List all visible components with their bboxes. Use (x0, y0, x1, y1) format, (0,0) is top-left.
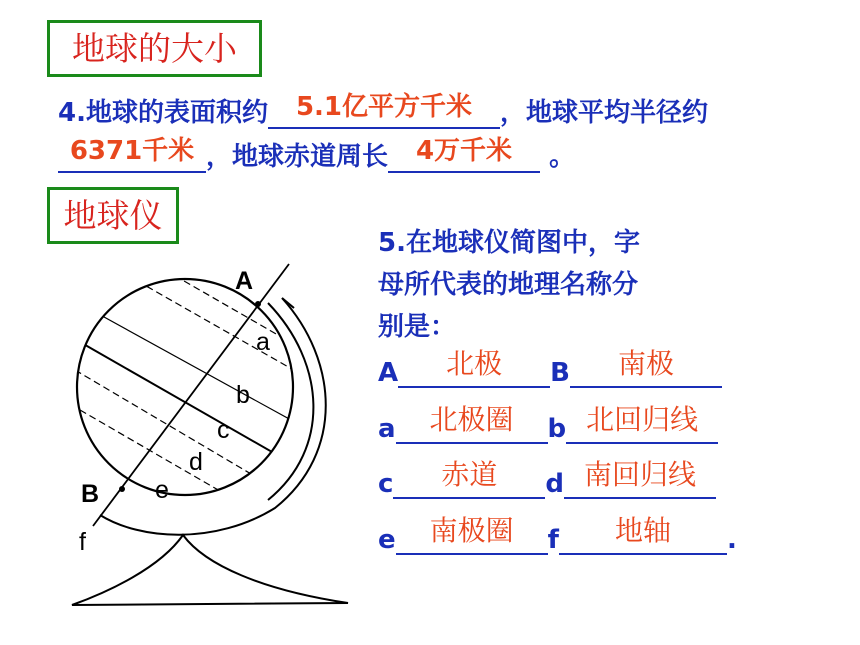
row1-letter1: A (378, 358, 399, 388)
size-title: 地球的大小 (72, 29, 237, 68)
row1-answer2: 南极 (617, 347, 674, 380)
q4-text-1: 4.地球的表面积约 (58, 98, 268, 128)
q4-answer-circumference: 4万千米 (415, 136, 513, 166)
row4-end: . (726, 525, 737, 555)
label-A: A (235, 267, 254, 295)
label-f: f (79, 528, 86, 556)
label-B: B (81, 480, 100, 508)
label-a: a (256, 328, 270, 356)
row2-answer2: 北回归线 (586, 403, 699, 436)
q4-text-4: 。 (540, 142, 576, 172)
row4-answer1: 南极圈 (429, 514, 514, 547)
row2-answer1: 北极圈 (429, 403, 514, 436)
point-B-dot (119, 486, 125, 492)
label-c: c (217, 416, 230, 444)
q5-line1: 5.在地球仪简图中，字 (378, 228, 640, 258)
row2-letter2: b (547, 414, 567, 444)
q5-line2: 母所代表的地理名称分 (378, 270, 639, 300)
globe-title: 地球仪 (63, 196, 163, 235)
row4-letter1: e (378, 525, 396, 555)
q4-text-3: ，地球赤道周长 (206, 142, 389, 172)
row3-letter2: d (545, 469, 565, 499)
row1-answer1: 北极 (446, 347, 503, 380)
globe-sphere (77, 279, 293, 495)
q4-answer-radius: 6371千米 (69, 136, 195, 166)
row3-letter1: c (378, 469, 394, 499)
label-e: e (155, 476, 169, 504)
q4-answer-area: 5.1亿平方千米 (295, 92, 472, 122)
row1-letter2: B (550, 358, 570, 388)
row4-answer2: 地轴 (614, 514, 671, 547)
row4-letter2: f (547, 525, 559, 555)
q5-line3: 别是： (378, 312, 457, 342)
row2-letter1: a (378, 414, 396, 444)
label-b: b (236, 381, 250, 409)
row3-answer1: 赤道 (441, 458, 498, 491)
label-d: d (189, 448, 203, 476)
row3-answer2: 南回归线 (584, 458, 697, 491)
globe-stand (72, 535, 348, 605)
q4-text-2: ，地球平均半径约 (499, 98, 708, 128)
point-A-dot (255, 301, 261, 307)
